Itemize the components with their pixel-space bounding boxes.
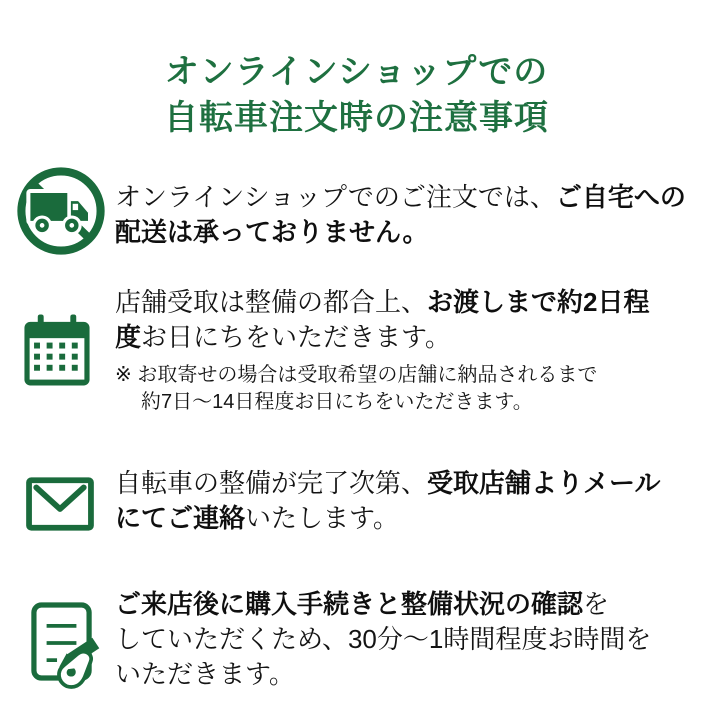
note-line: 約7日〜14日程度お日にちをいただきます。 bbox=[141, 391, 533, 413]
backorder-note bbox=[115, 362, 597, 416]
mail-envelope-icon bbox=[24, 474, 96, 534]
text-line: 店舗受取は整備の都合上、お渡しまで約2日程 bbox=[115, 287, 650, 317]
text-line: オンラインショップでのご注文では、ご自宅への bbox=[115, 182, 686, 212]
page-title-line1: オンラインショップでの bbox=[164, 52, 549, 91]
page-title bbox=[0, 49, 713, 141]
section-no-home-delivery-text bbox=[115, 180, 686, 250]
text-line: 配送は承っておりません。 bbox=[115, 217, 429, 247]
section-email-notification-text bbox=[115, 466, 661, 536]
calendar-icon bbox=[20, 310, 94, 390]
text-line: いただきます。 bbox=[115, 659, 295, 689]
text-line: していただくため、30分〜1時間程度お時間を bbox=[115, 624, 652, 654]
section-pickup-lead-time-text bbox=[115, 285, 649, 355]
text-line: にてご連絡いたします。 bbox=[115, 503, 399, 533]
text-line: 自転車の整備が完了次第、受取店舗よりメール bbox=[115, 468, 661, 498]
page-title-line2: 自転車注文時の注意事項 bbox=[164, 98, 549, 137]
section-instore-procedure-text bbox=[115, 587, 651, 692]
document-signing-icon bbox=[22, 596, 104, 690]
no-delivery-truck-icon bbox=[16, 166, 106, 256]
text-line: ご来店後に購入手続きと整備状況の確認を bbox=[115, 589, 610, 619]
note-line: ※ お取寄せの場合は受取希望の店舗に納品されるまで bbox=[115, 364, 598, 386]
text-line: 度お日にちをいただきます。 bbox=[115, 322, 451, 352]
